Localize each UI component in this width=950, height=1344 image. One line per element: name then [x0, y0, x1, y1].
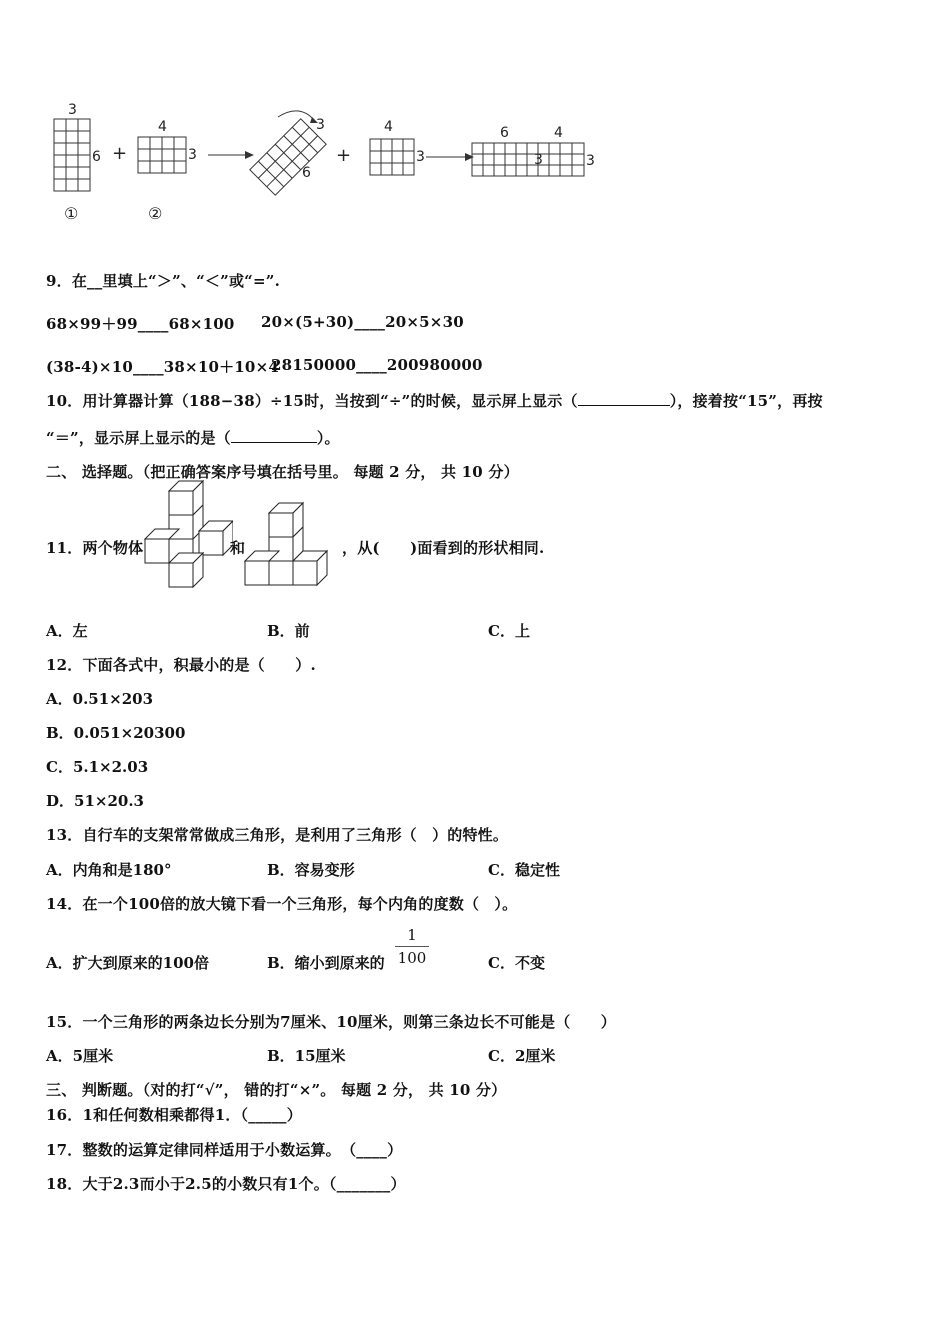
- q9-row2-right: 28150000____200980000: [271, 356, 483, 374]
- q15-option-b[interactable]: B．15厘米: [267, 1047, 346, 1065]
- figure-label: 6: [92, 149, 101, 165]
- figure-label: 4: [158, 119, 167, 135]
- figure-label: 3: [416, 149, 425, 165]
- grid-combination-figure: [40, 95, 660, 230]
- figure-label: 6: [500, 125, 509, 141]
- q12-option-b[interactable]: B．0.051×20300: [46, 724, 186, 742]
- q15-text: 15．一个三角形的两条边长分别为7厘米、10厘米，则第三条边长不可能是（ ）: [46, 1013, 616, 1031]
- q12-option-d[interactable]: D．51×20.3: [46, 792, 144, 810]
- q11-option-c[interactable]: C．上: [488, 622, 530, 640]
- cube-object-2: [243, 500, 343, 590]
- q11-text-a: 11．两个物体: [46, 539, 144, 557]
- q18-text: 18．大于2.3而小于2.5的小数只有1个。（_______）: [46, 1175, 406, 1193]
- fraction-one-hundredth: [395, 926, 429, 967]
- fraction-denominator: 100: [397, 949, 427, 967]
- q12-text: 12．下面各式中，积最小的是（ ）.: [46, 656, 316, 674]
- q14-option-a[interactable]: A．扩大到原来的100倍: [46, 954, 209, 972]
- q13-option-c[interactable]: C．稳定性: [488, 861, 560, 879]
- answer-blank[interactable]: [231, 428, 317, 443]
- q13-option-b[interactable]: B．容易变形: [267, 861, 355, 879]
- figure-label: 3: [68, 102, 77, 118]
- q10-line2: [46, 427, 340, 448]
- q11-text-b: 和: [230, 539, 246, 557]
- q17-text: 17．整数的运算定律同样适用于小数运算。 （____）: [46, 1141, 403, 1159]
- circled-label: ①: [64, 204, 79, 223]
- q10-text-b: ），接着按“15”，再按: [669, 392, 823, 410]
- cube-object-1: [143, 478, 233, 590]
- q11-option-b[interactable]: B．前: [267, 622, 310, 640]
- q14-option-b[interactable]: B．缩小到原来的: [267, 954, 385, 972]
- q12-option-a[interactable]: A．0.51×203: [46, 690, 154, 708]
- q15-option-c[interactable]: C．2厘米: [488, 1047, 556, 1065]
- q9-text: 9．在__里填上“＞”、“＜”或“=”.: [46, 272, 280, 290]
- q15-option-a[interactable]: A．5厘米: [46, 1047, 114, 1065]
- plus-operator: +: [336, 145, 352, 166]
- q10-line1: [46, 390, 823, 411]
- q10-text-a: 10．用计算器计算（188−38）÷15时，当按到“÷”的时候，显示屏上显示（: [46, 392, 578, 410]
- q9-row1-left: 68×99＋99____68×100: [46, 315, 235, 333]
- q14-option-c[interactable]: C．不变: [488, 954, 545, 972]
- q13-text: 13．自行车的支架常常做成三角形，是利用了三角形（ ）的特性。: [46, 826, 509, 844]
- fraction-numerator: 1: [395, 926, 429, 947]
- figure-label: 4: [554, 125, 563, 141]
- figure-label: 4: [384, 119, 393, 135]
- q10-text-c: “＝”，显示屏上显示的是（: [46, 429, 231, 447]
- figure-label: 3: [586, 153, 595, 169]
- q13-option-a[interactable]: A．内角和是180°: [46, 861, 172, 879]
- q16-text: 16．1和任何数相乘都得1．（_____）: [46, 1106, 302, 1124]
- q11-option-a[interactable]: A．左: [46, 622, 88, 640]
- q12-option-c[interactable]: C．5.1×2.03: [46, 758, 149, 776]
- q10-text-d: ）。: [316, 429, 340, 447]
- figure-label: 3: [188, 147, 197, 163]
- q11-text-c: ，从( )面看到的形状相同.: [342, 539, 545, 557]
- q9-row1-right: 20×(5+30)____20×5×30: [261, 313, 464, 331]
- figure-label: 3: [534, 152, 543, 168]
- figure-label: 6: [302, 165, 311, 181]
- q14-text: 14．在一个100倍的放大镜下看一个三角形，每个内角的度数（ ）。: [46, 895, 518, 913]
- section-2-heading: 二、 选择题。（把正确答案序号填在括号里。 每题 2 分， 共 10 分）: [46, 463, 519, 481]
- q9-row2-left: (38-4)×10____38×10＋10×4: [46, 358, 279, 376]
- plus-operator: +: [112, 143, 128, 164]
- answer-blank[interactable]: [578, 391, 670, 406]
- figure-label: 3: [316, 117, 325, 133]
- section-3-heading: 三、 判断题。（对的打“√”， 错的打“×”。 每题 2 分， 共 10 分）: [46, 1081, 507, 1099]
- circled-label: ②: [148, 204, 163, 223]
